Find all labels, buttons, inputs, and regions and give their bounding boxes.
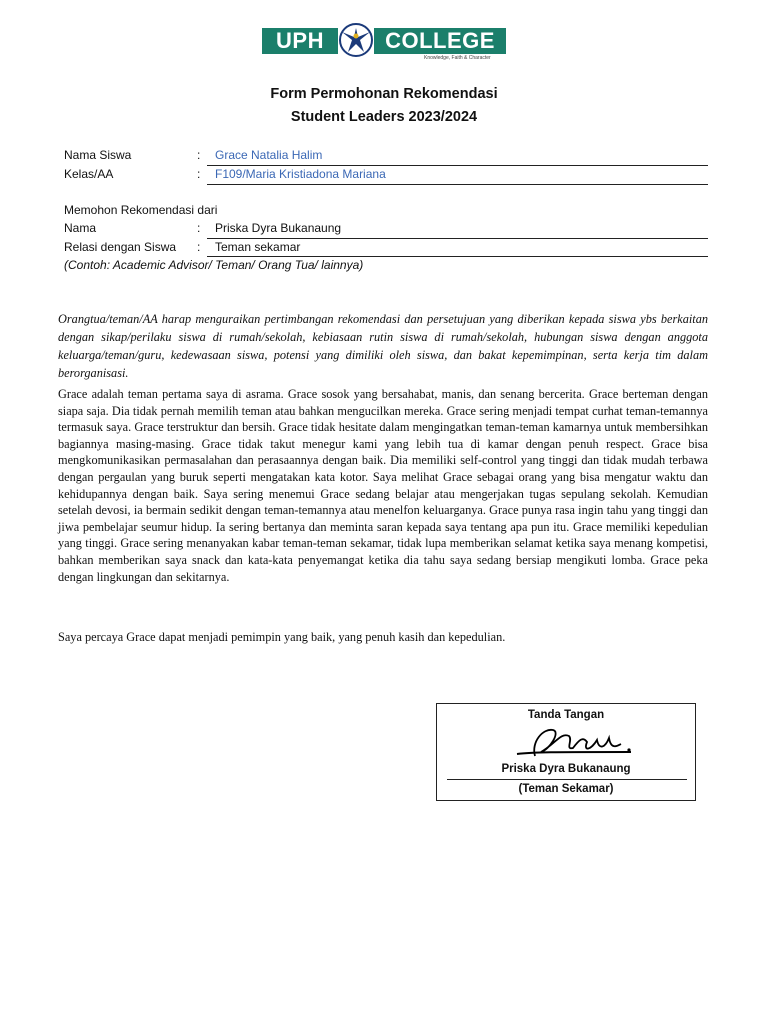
logo-tagline: Knowledge, Faith & Character (424, 55, 491, 61)
relation-value: Teman sekamar (215, 240, 301, 254)
recommender-heading: Memohon Rekomendasi dari (64, 203, 218, 217)
recommendation-body: Grace adalah teman pertama saya di asrama. Grace sosok yang bersahabat, manis, dan senang bercerita. Grace berteman dengan siapa saja. Dia tidak pernah memilih teman atau bahkan mengucilkan mereka. Grace sering menjadi tempat curhat teman-temannya termasuk saya. Grace terstruktur dan bersih. Grace tidak hesitate dalam mengingatkan teman-teman kamarnya untuk membersihkan bagiannya masing-masing. Grace tidak takut menegur kami yang lebih tua di kamar dengan penuh respect. Grace bisa mengkomunikasikan permasalahan dan perasaannya dengan baik. Dia memiliki self-control yang tinggi dan tidak mudah terbawa dengan pergaulan yang buruk seperti mengatakan kata kotor. Saya melihat Grace sebagai orang yang bisa mengatur waktu dan kehidupannya dengan baik. Saya sering menemui Grace sedang belajar atau mengerjakan tugas sepulang sekolah. Kemudian setelah devosi, ia bermain sedikit dengan teman-temannya atau menelfon keluarganya. Grace punya rasa ingin tahu yang tinggi dan jiwa pembelajar seumur hidup. Ia sering bertanya dan meminta saran kepada saya tentang apa pun itu. Grace memiliki kepedulian yang tinggi. Grace sering menanyakan kabar teman-teman sekamar, tidak lupa memberikan selamat ketika saya menang kompetisi, bahkan memberikan saya snack dan kata-kata penyemangat ketika dia tahu saya sedang bersiap mengikuti lomba. Grace peka dengan lingkungan dan sekitarnya. (58, 387, 708, 584)
colon: : (197, 221, 201, 235)
relation-label: Relasi dengan Siswa (64, 240, 177, 254)
signature-line (447, 779, 687, 780)
colon: : (197, 148, 201, 162)
logo-text-left: UPH (262, 28, 338, 54)
underline (207, 184, 708, 185)
eagle-crest-icon (338, 22, 374, 60)
signature-box (436, 703, 696, 801)
relation-example: (Contoh: Academic Advisor/ Teman/ Orang Tua/ lainnya) (64, 258, 364, 272)
uph-college-logo (262, 22, 506, 62)
form-subtitle: Student Leaders 2023/2024 (290, 109, 478, 125)
instruction-paragraph: Orangtua/teman/AA harap menguraikan pertimbangan rekomendasi dan persetujuan yang diberikan kepada siswa ybs berkaitan dengan sikap/perilaku siswa di rumah/sekolah, kebiasaan rutin siswa di rumah/sekolah, hubungan siswa dengan anggota keluarga/teman/guru, kedewasaan siswa, potensi yang dimiliki oleh siswa, dan bakat kepemimpinan, serta kerja tim dalam berorganisasi. (58, 312, 708, 380)
signer-name: Priska Dyra Bukanaung (501, 763, 631, 775)
underline (207, 256, 708, 257)
student-name-value: Grace Natalia Halim (215, 148, 323, 162)
student-class-label: Kelas/AA (64, 167, 114, 181)
student-name-label: Nama Siswa (64, 148, 132, 162)
recommender-name-label: Nama (64, 221, 97, 235)
handwritten-signature (513, 722, 637, 764)
signature-heading: Tanda Tangan (527, 709, 605, 721)
form-title: Form Permohonan Rekomendasi (270, 86, 498, 102)
logo-text-right: COLLEGE (374, 28, 506, 54)
recommender-name-value: Priska Dyra Bukanaung (215, 221, 342, 235)
student-class-value: F109/Maria Kristiadona Mariana (215, 167, 386, 181)
closing-statement: Saya percaya Grace dapat menjadi pemimpin yang baik, yang penuh kasih dan kepedulian. (58, 630, 506, 644)
signer-relation: (Teman Sekamar) (518, 783, 614, 795)
colon: : (197, 167, 201, 181)
underline (207, 238, 708, 239)
underline (207, 165, 708, 166)
colon: : (197, 240, 201, 254)
